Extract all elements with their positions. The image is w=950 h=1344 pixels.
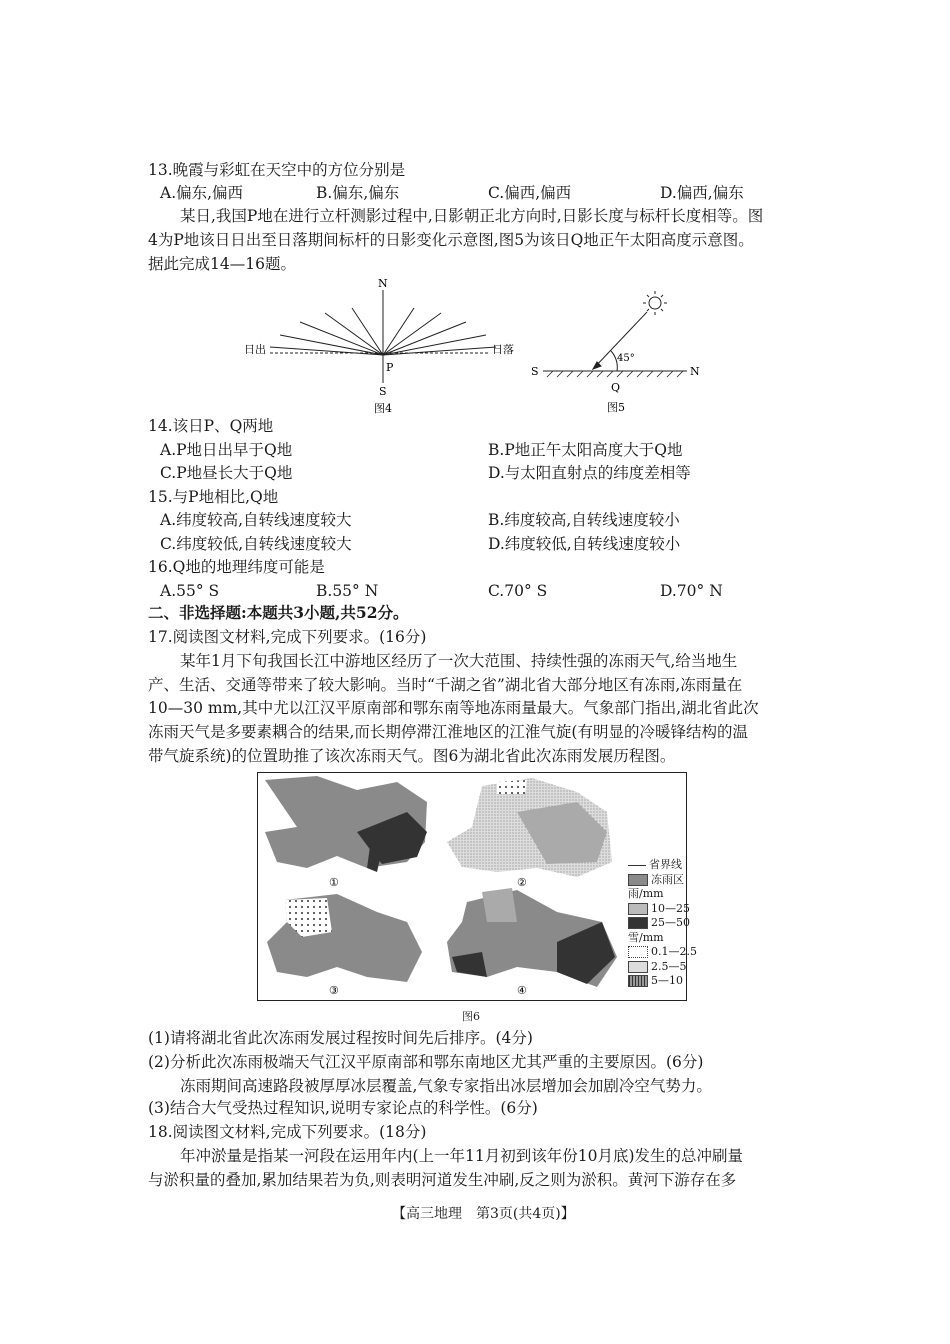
q17-para-line: 某年1月下旬我国长江中游地区经历了一次大范围、持续性强的冻雨天气,给当地生 [180,652,738,670]
q17-sub1: (1)请将湖北省此次冻雨发展过程按时间先后排序。(4分) [148,1029,533,1047]
legend-heading: 雪/mm [628,930,664,944]
north-label: N [690,365,700,378]
q17-note: 冻雨期间高速路段被厚厚冰层覆盖,气象专家指出冰层增加会加剧冷空气势力。 [180,1077,712,1095]
q17-para-line: 带气旋系统)的位置助推了该次冻雨天气。图6为湖北省此次冻雨发展历程图。 [148,747,676,765]
q15-option-d: D.纬度较低,自转线速度较小 [488,535,681,553]
legend-heading: 雨/mm [628,887,664,900]
panel-label: ② [517,876,527,889]
q18-para-line: 年冲淤量是指某一河段在运用年内(上一年11月初到该年份10月底)发生的总冲刷量 [180,1147,744,1165]
figure-4-shadow-diagram [240,275,530,415]
legend-label: 5—10 [651,974,683,987]
q16-stem: 16.Q地的地理纬度可能是 [148,558,325,576]
q13-option-a: A.偏东,偏西 [160,184,244,202]
figure-6-maps [257,772,687,1002]
panel-label: ③ [329,984,339,997]
q13-stem: 13.晚霞与彩虹在天空中的方位分别是 [148,161,406,179]
q17-sub3: (3)结合大气受热过程知识,说明专家论点的科学性。(6分) [148,1099,538,1117]
angle-label: 45° [617,353,635,364]
legend-label: 10—25 [651,901,690,915]
figure-5-sun-angle-diagram [525,285,715,415]
q15-option-c: C.纬度较低,自转线速度较大 [160,535,352,553]
q14-option-c: C.P地昼长大于Q地 [160,464,293,482]
q18-para-line: 与淤积量的叠加,累加结果若为负,则表明河道发生冲刷,反之则为淤积。黄河下游存在多 [148,1171,737,1189]
rain-swatch [628,917,648,929]
freeze-swatch [628,874,648,886]
q13-option-b: B.偏东,偏东 [316,184,400,202]
q14-stem: 14.该日P、Q两地 [148,417,274,435]
intro-line: 4为P地该日日出至日落期间标杆的日影变化示意图,图5为该日Q地正午太阳高度示意图。 [148,231,754,249]
q13-option-d: D.偏西,偏东 [660,184,744,202]
q15-option-a: A.纬度较高,自转线速度较大 [160,511,352,529]
figure-6-caption: 图6 [462,1010,480,1023]
legend-label: 省界线 [649,858,682,871]
q14-option-d: D.与太阳直射点的纬度差相等 [488,464,691,482]
boundary-line-icon [628,865,646,866]
legend-label: 25—50 [651,916,690,929]
q17-para-line: 10—30 mm,其中尤以江汉平原南部和鄂东南等地冻雨量最大。气象部门指出,湖北省此次 [148,699,759,717]
legend-label: 冻雨区 [651,872,684,886]
figure-5-caption: 图5 [607,401,625,414]
q14-option-b: B.P地正午太阳高度大于Q地 [488,441,683,459]
q17-sub2: (2)分析此次冻雨极端天气江汉平原南部和鄂东南地区尤其严重的主要原因。(6分) [148,1053,704,1071]
section-heading: 二、非选择题:本题共3小题,共52分。 [148,603,409,622]
q17-para-line: 产、生活、交通等带来了较大影响。当时“千湖之省”湖北省大部分地区有冻雨,冻雨量在 [148,676,743,694]
legend-label: 2.5—5 [651,959,687,973]
q18-stem: 18.阅读图文材料,完成下列要求。(18分) [148,1123,427,1141]
intro-line: 据此完成14—16题。 [148,255,296,273]
figure-6-legend [628,858,697,989]
q15-stem: 15.与P地相比,Q地 [148,488,279,506]
snow-swatch [628,946,648,958]
sunset-label: 日落 [492,343,514,356]
rain-swatch [628,903,648,915]
q16-option-d: D.70° N [660,582,723,600]
q17-para-line: 冻雨天气是多要素耦合的结果,而长期停滞江淮地区的江淮气旋(有明显的冷暖锋结构的温 [148,723,748,741]
panel-label: ① [329,876,339,889]
south-label: S [379,385,387,398]
q14-option-a: A.P地日出早于Q地 [160,441,293,459]
q-label: Q [611,381,621,394]
q13-option-c: C.偏西,偏西 [488,184,572,202]
q17-stem: 17.阅读图文材料,完成下列要求。(16分) [148,628,427,646]
q16-option-b: B.55° N [316,582,379,600]
panel-label: ④ [517,984,527,997]
south-label: S [531,365,539,378]
p-label: P [386,361,394,374]
intro-line: 某日,我国P地在进行立杆测影过程中,日影朝正北方向时,日影长度与标杆长度相等。图 [180,207,764,225]
figure-4-caption: 图4 [374,402,392,415]
snow-swatch [628,961,648,973]
snow-swatch [628,975,648,987]
legend-label: 0.1—2.5 [651,945,697,958]
page-footer: 【高三地理 第3页(共4页)】 [392,1206,575,1222]
q16-option-c: C.70° S [488,582,548,600]
north-label: N [378,277,388,290]
sunrise-label: 日出 [244,343,266,356]
q15-option-b: B.纬度较高,自转线速度较小 [488,511,680,529]
q16-option-a: A.55° S [160,582,220,600]
